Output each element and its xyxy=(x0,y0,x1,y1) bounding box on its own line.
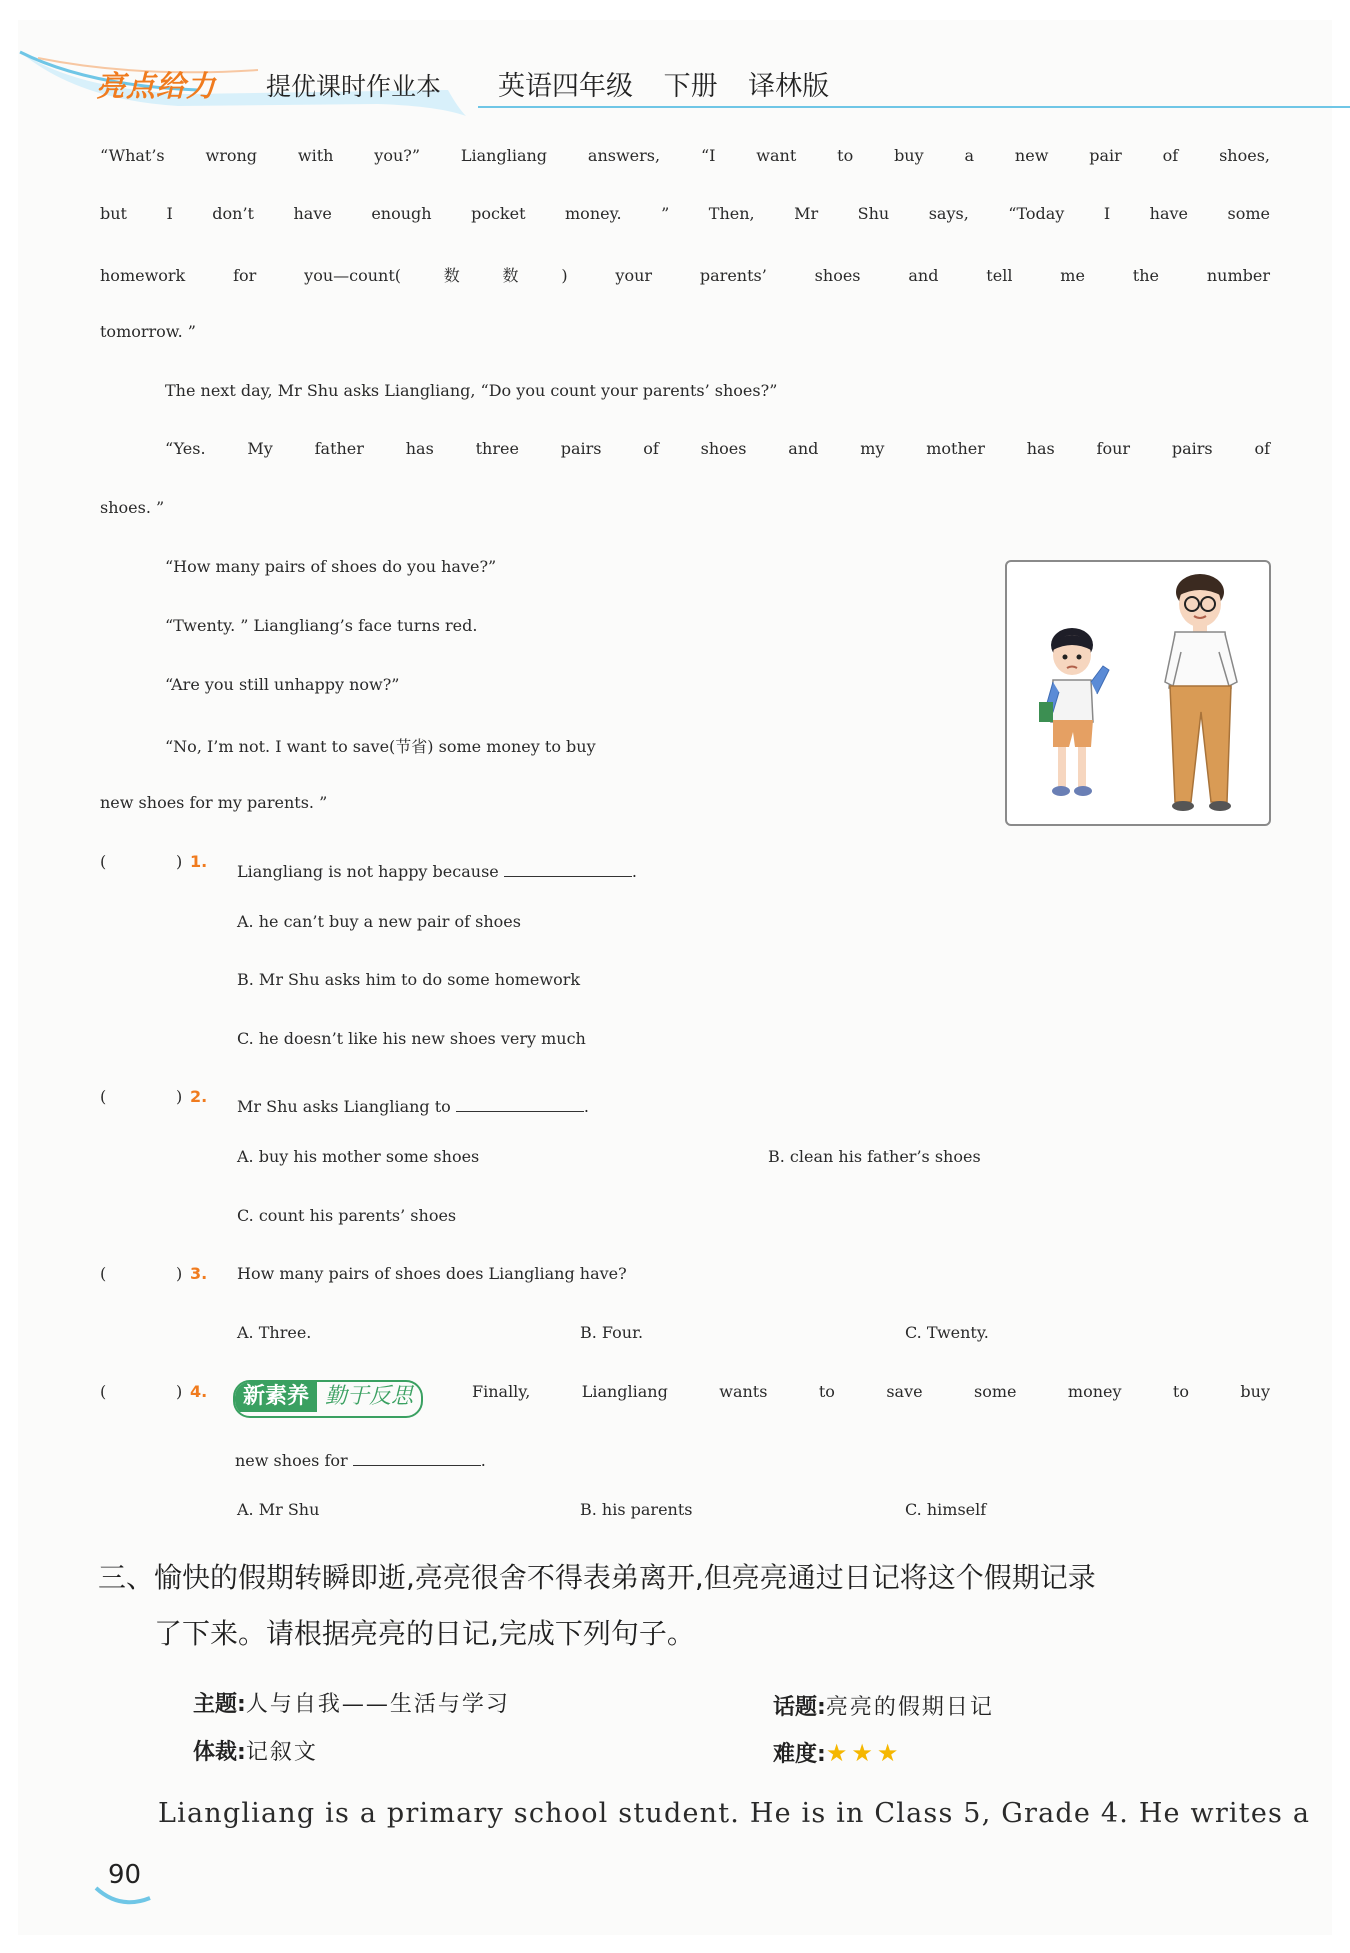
theme-value: 人与自我——生活与学习 xyxy=(245,1692,510,1717)
brand-logo-text: 亮点给力 xyxy=(96,69,217,103)
question-period: . xyxy=(631,862,637,881)
passage-line: “Twenty. ” Liangliang’s face turns red. xyxy=(165,616,478,635)
answer-paren-close: ) xyxy=(176,1264,183,1283)
answer-blank[interactable] xyxy=(504,852,632,877)
option-a[interactable]: A. he can’t buy a new pair of shoes xyxy=(237,912,521,931)
difficulty-label: 难度: xyxy=(773,1742,826,1767)
option-b[interactable]: B. Four. xyxy=(580,1323,644,1342)
option-c[interactable]: C. count his parents’ shoes xyxy=(237,1206,457,1225)
question-stem: Mr Shu asks Liangliang to xyxy=(237,1097,451,1116)
section-3-line-1: 三、愉快的假期转瞬即逝,亮亮很舍不得表弟离开,但亮亮通过日记将这个假期记录 xyxy=(98,1561,1096,1594)
option-c[interactable]: C. Twenty. xyxy=(905,1323,989,1342)
passage-line: homework for you—count(数数) your parents’ shoes and tell me the number xyxy=(100,266,1270,285)
answer-paren-open: ( xyxy=(100,1087,107,1106)
answer-paren-open: ( xyxy=(100,1382,107,1401)
option-a[interactable]: A. Mr Shu xyxy=(237,1500,320,1519)
answer-blank[interactable] xyxy=(456,1087,584,1112)
theme-meta xyxy=(193,1687,510,1718)
option-b[interactable]: B. clean his father’s shoes xyxy=(768,1147,981,1166)
difficulty-stars-icon: ★★★ xyxy=(825,1739,903,1767)
answer-paren-close: ) xyxy=(176,852,183,871)
topic-label: 话题: xyxy=(773,1695,826,1720)
question-stem: How many pairs of shoes does Liangliang have? xyxy=(237,1264,627,1283)
passage-line: new shoes for my parents. ” xyxy=(100,793,328,812)
answer-paren-close: ) xyxy=(176,1382,183,1401)
option-c[interactable]: C. he doesn’t like his new shoes very much xyxy=(237,1029,586,1048)
passage-line: “How many pairs of shoes do you have?” xyxy=(165,557,497,576)
answer-blank[interactable] xyxy=(353,1441,481,1466)
diary-intro-line: Liangliang is a primary school student. He is in Class 5, Grade 4. He writes a xyxy=(158,1798,1311,1829)
page-number: 90 xyxy=(108,1860,142,1890)
passage-line: tomorrow. ” xyxy=(100,322,196,341)
passage-line: “Yes. My father has three pairs of shoes and my mother has four pairs of xyxy=(165,439,1270,458)
theme-label: 主题: xyxy=(193,1692,246,1717)
topic-meta xyxy=(773,1690,994,1721)
passage-line: shoes. ” xyxy=(100,498,165,517)
passage-line: “No, I’m not. I want to save(节省) some money to buy xyxy=(165,737,596,756)
grade-info: 英语四年级 下册 译林版 xyxy=(498,71,830,102)
option-a[interactable]: A. Three. xyxy=(237,1323,312,1342)
literacy-badge xyxy=(233,1380,423,1418)
answer-paren-open: ( xyxy=(100,852,107,871)
difficulty-meta xyxy=(773,1737,902,1768)
genre-label: 体裁: xyxy=(193,1740,246,1765)
question-number: 1. xyxy=(190,852,208,871)
answer-paren-close: ) xyxy=(176,1087,183,1106)
passage-line: “What’s wrong with you?” Liangliang answers, “I want to buy a new pair of shoes, xyxy=(100,146,1270,165)
book-title: 提优课时作业本 xyxy=(266,72,442,101)
illustration-boy-and-teacher xyxy=(1005,560,1271,826)
option-b[interactable]: B. Mr Shu asks him to do some homework xyxy=(237,970,581,989)
badge-sublabel: 勤于反思 xyxy=(325,1384,414,1409)
question-number: 3. xyxy=(190,1264,208,1283)
question-number: 4. xyxy=(190,1382,208,1401)
section-3-line-2: 了下来。请根据亮亮的日记,完成下列句子。 xyxy=(154,1617,695,1650)
topic-value: 亮亮的假期日记 xyxy=(825,1695,994,1720)
page-header xyxy=(18,50,1332,120)
genre-meta xyxy=(193,1735,318,1766)
question-period: . xyxy=(480,1451,486,1470)
badge-label: 新素养 xyxy=(235,1382,317,1412)
answer-paren-open: ( xyxy=(100,1264,107,1283)
option-a[interactable]: A. buy his mother some shoes xyxy=(237,1147,480,1166)
question-stem-cont: new shoes for xyxy=(235,1451,348,1470)
option-c[interactable]: C. himself xyxy=(905,1500,987,1519)
passage-line: but I don’t have enough pocket money. ” Then, Mr Shu says, “Today I have some xyxy=(100,204,1270,223)
passage-line: “Are you still unhappy now?” xyxy=(165,675,400,694)
question-period: . xyxy=(583,1097,589,1116)
genre-value: 记叙文 xyxy=(245,1740,318,1765)
option-b[interactable]: B. his parents xyxy=(580,1500,693,1519)
passage-line: The next day, Mr Shu asks Liangliang, “Do you count your parents’ shoes?” xyxy=(165,381,778,400)
header-divider xyxy=(478,106,1350,108)
illustration-image xyxy=(1007,562,1269,824)
question-stem: Liangliang is not happy because xyxy=(237,862,499,881)
section-3-instructions xyxy=(98,1550,1278,1662)
question-stem: Finally, Liangliang wants to save some money to buy xyxy=(472,1382,1270,1401)
question-number: 2. xyxy=(190,1087,208,1106)
